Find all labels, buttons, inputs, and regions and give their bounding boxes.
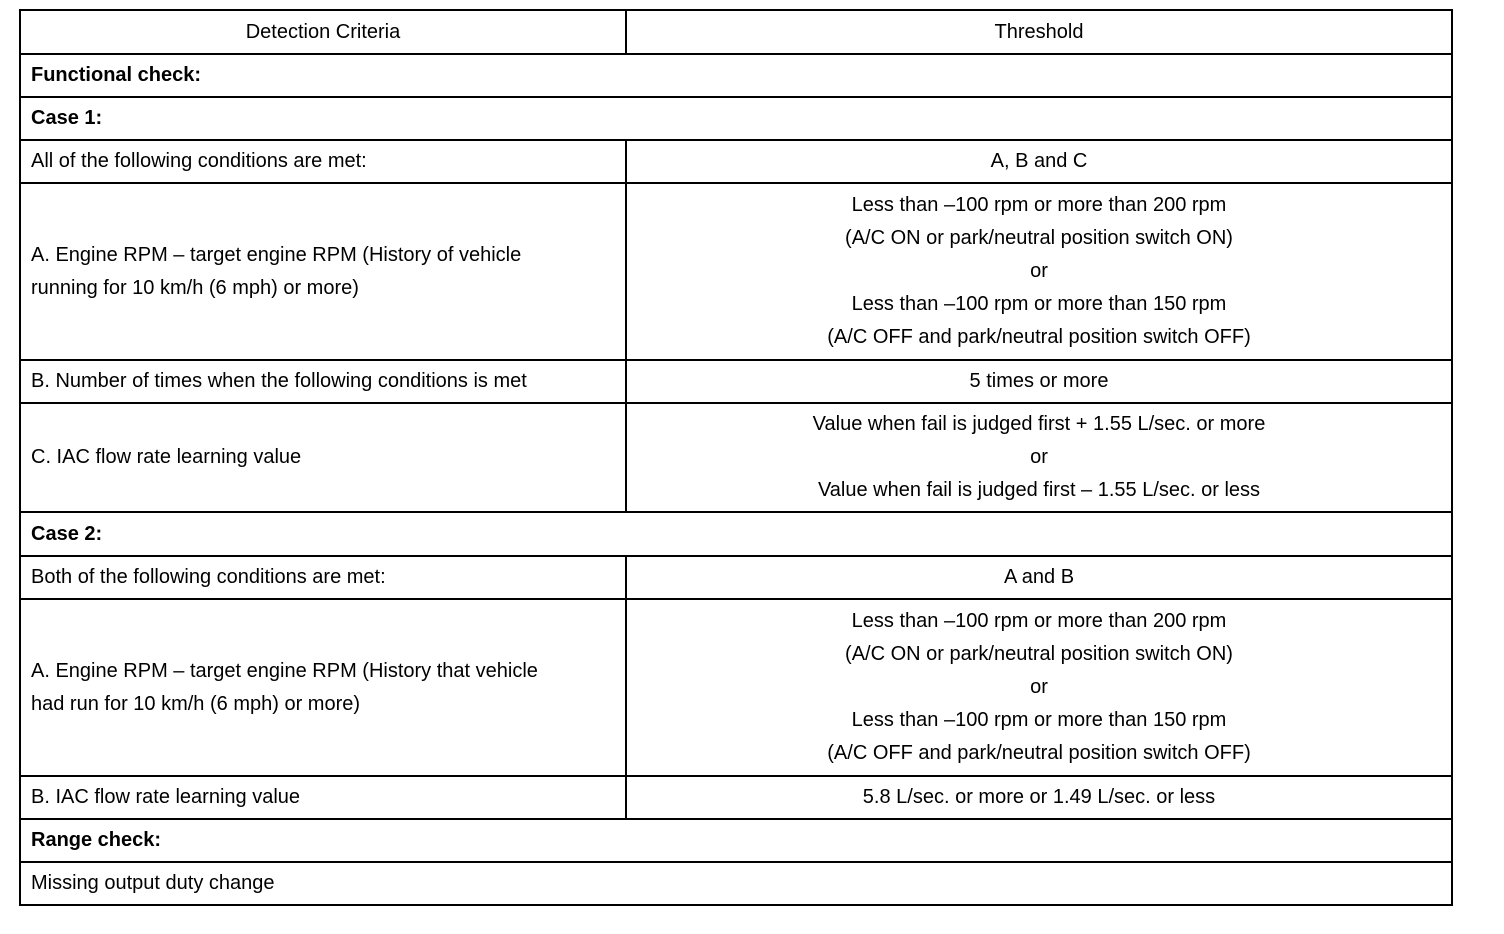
case1-a-threshold-line: Less than –100 rpm or more than 150 rpm xyxy=(851,293,1227,315)
case2-a-threshold-line: Less than –100 rpm or more than 200 rpm xyxy=(851,610,1227,632)
case1-a-criteria-line: running for 10 km/h (6 mph) or more) xyxy=(31,276,359,299)
case2-b-criteria: B. IAC flow rate learning value xyxy=(20,776,626,819)
case1-c-threshold-line: or xyxy=(1030,446,1048,468)
table-row xyxy=(20,183,1452,360)
table-row xyxy=(20,862,1452,905)
case2-b-threshold: 5.8 L/sec. or more or 1.49 L/sec. or less xyxy=(626,776,1452,819)
case2-a-threshold-line: (A/C ON or park/neutral position switch ON) xyxy=(845,643,1233,665)
header-row xyxy=(20,10,1452,54)
case1-b-criteria: B. Number of times when the following conditions is met xyxy=(20,360,626,403)
case2-a-criteria-line: A. Engine RPM – target engine RPM (History that vehicle xyxy=(31,659,538,682)
range-check-heading: Range check: xyxy=(20,819,1452,862)
case1-c-threshold xyxy=(626,403,1452,512)
header-threshold: Threshold xyxy=(626,10,1452,54)
case1-c-threshold-line: Value when fail is judged first + 1.55 L/sec. or more xyxy=(812,413,1266,435)
functional-check-heading: Functional check: xyxy=(20,54,1452,97)
table-row xyxy=(20,556,1452,599)
case2-a-criteria xyxy=(20,599,626,776)
case1-a-criteria xyxy=(20,183,626,360)
case1-a-threshold-line: Less than –100 rpm or more than 200 rpm xyxy=(851,194,1227,216)
case2-summary-criteria: Both of the following conditions are met: xyxy=(20,556,626,599)
table-row xyxy=(20,776,1452,819)
section-row xyxy=(20,512,1452,556)
table-row xyxy=(20,360,1452,403)
case1-c-threshold-line: Value when fail is judged first – 1.55 L/sec. or less xyxy=(817,479,1261,501)
section-row xyxy=(20,54,1452,97)
table-row xyxy=(20,140,1452,183)
table-row xyxy=(20,403,1452,512)
section-row xyxy=(20,97,1452,140)
range-check-item: Missing output duty change xyxy=(20,862,1452,905)
case1-a-criteria-line: A. Engine RPM – target engine RPM (History of vehicle xyxy=(31,243,522,266)
case1-summary-criteria: All of the following conditions are met: xyxy=(20,140,626,183)
case2-a-criteria-line: had run for 10 km/h (6 mph) or more) xyxy=(31,692,361,715)
case1-summary-threshold: A, B and C xyxy=(626,140,1452,183)
case2-a-threshold-line: or xyxy=(1030,676,1048,698)
case1-c-criteria: C. IAC flow rate learning value xyxy=(20,403,626,512)
case1-a-threshold-line: (A/C ON or park/neutral position switch ON) xyxy=(845,227,1233,249)
detection-criteria-table xyxy=(19,9,1453,906)
case2-heading: Case 2: xyxy=(20,512,1452,556)
case2-a-threshold-line: Less than –100 rpm or more than 150 rpm xyxy=(851,709,1227,731)
header-criteria: Detection Criteria xyxy=(20,10,626,54)
case1-a-threshold-line: (A/C OFF and park/neutral position switch OFF) xyxy=(827,326,1251,348)
case1-a-threshold xyxy=(626,183,1452,360)
section-row xyxy=(20,819,1452,862)
table-row xyxy=(20,599,1452,776)
case2-summary-threshold: A and B xyxy=(626,556,1452,599)
case1-a-threshold-line: or xyxy=(1030,260,1048,282)
case2-a-threshold-line: (A/C OFF and park/neutral position switch OFF) xyxy=(827,742,1251,764)
case1-heading: Case 1: xyxy=(20,97,1452,140)
case2-a-threshold xyxy=(626,599,1452,776)
case1-b-threshold: 5 times or more xyxy=(626,360,1452,403)
